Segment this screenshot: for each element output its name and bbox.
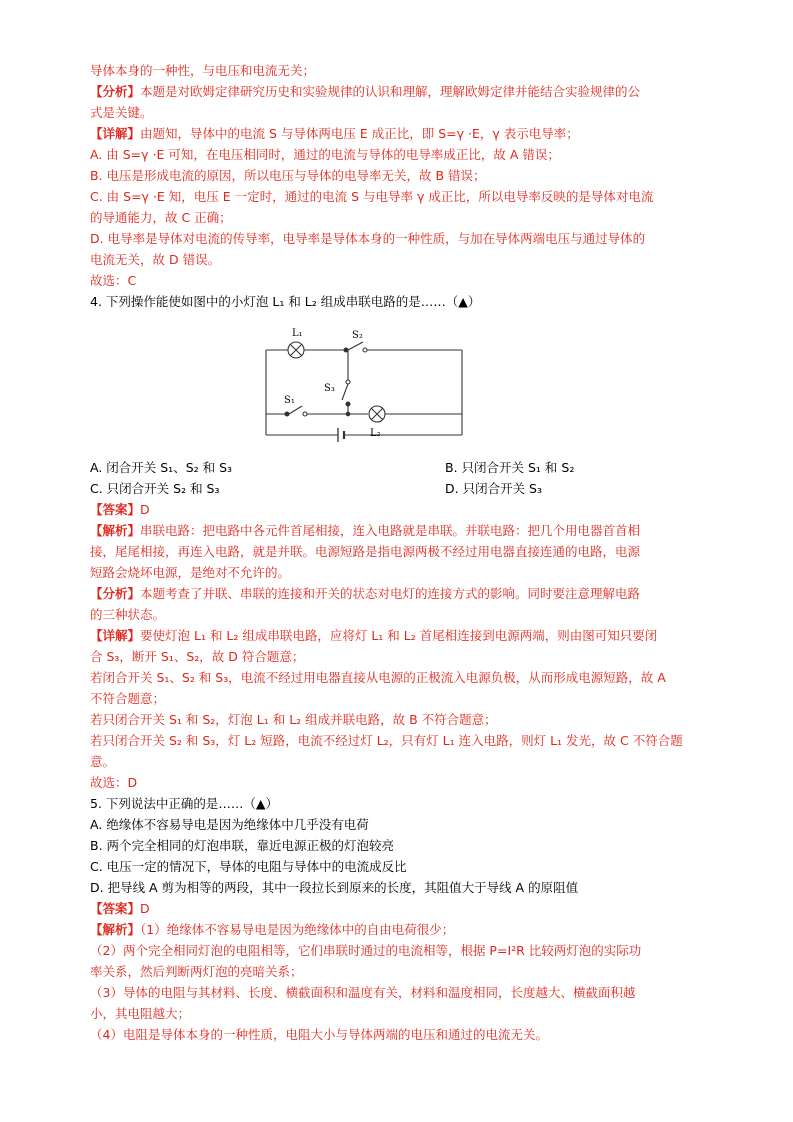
- prev-analysis-cont: 式是关键。: [90, 105, 153, 120]
- q4-option-a: A. 闭合开关 S₁、S₂ 和 S₃: [90, 460, 233, 475]
- q5-explanation-6: （4）电阻是导体本身的一种性质，电阻大小与导体两端的电压和通过的电流无关。: [90, 1027, 548, 1042]
- prev-detail-d-cont: 电流无关，故 D 错误。: [90, 252, 221, 267]
- q4-options: [90, 457, 710, 499]
- prev-tail: 导体本身的一种性，与电压和电流无关；: [90, 63, 316, 78]
- q4-detail-3: 若闭合开关 S₁、S₂ 和 S₃，电流不经过用电器直接从电源的正极流入电源负极，从而形成电源短路，故 A: [90, 670, 666, 685]
- prev-detail-a: A. 由 S=γ ·E 可知，在电压相同时，通过的电流与导体的电导率成正比，故 A 错误；: [90, 147, 560, 162]
- q4-explanation: 【解析】串联电路：把电路中各元件首尾相接，连入电路就是串联。并联电路：把几个用电器首首相: [90, 523, 641, 538]
- q5-explanation: 【解析】（1）绝缘体不容易导电是因为绝缘体中的自由电荷很少；: [90, 922, 455, 937]
- q5-option-d: D. 把导线 A 剪为相等的两段，其中一段拉长到原来的长度，其阻值大于导线 A 的原阻值: [90, 880, 579, 895]
- q4-option-c: C. 只闭合开关 S₂ 和 S₃: [90, 481, 220, 496]
- label-s1: S₁: [284, 395, 295, 406]
- detail-tag: 【详解】: [90, 126, 141, 141]
- q4-explanation-2: 接，尾尾相接，再连入电路，就是并联。电源短路是指电源两极不经过用电器直接连通的电路，电源: [90, 544, 641, 559]
- label-s2: S₂: [352, 330, 363, 341]
- q5-explanation-3: 率关系，然后判断两灯泡的亮暗关系；: [90, 964, 303, 979]
- q5-explanation-2: （2）两个完全相同灯泡的电阻相等，它们串联时通过的电流相等，根据 P=I²R 比较两灯泡的实际功: [90, 943, 642, 958]
- q5-explanation-4: （3）导体的电阻与其材料、长度、横截面积和温度有关，材料和温度相同，长度越大、横截面积越: [90, 985, 636, 1000]
- prev-detail-c-cont: 的导通能力，故 C 正确；: [90, 210, 232, 225]
- q5-answer: 【答案】D: [90, 901, 150, 916]
- q4-detail-4: 不符合题意；: [90, 691, 166, 706]
- switch-s3: [342, 384, 348, 400]
- q4-analysis-2: 的三种状态。: [90, 607, 166, 622]
- q4-detail: 【详解】要使灯泡 L₁ 和 L₂ 组成串联电路，应将灯 L₁ 和 L₂ 首尾相连接到电源两端，则由图可知只要闭: [90, 628, 658, 643]
- switch-s1: [289, 406, 302, 414]
- switch-s2: [348, 342, 363, 350]
- document-page: [90, 60, 710, 1045]
- q5-option-b: B. 两个完全相同的灯泡串联，靠近电源正极的灯泡较亮: [90, 838, 395, 853]
- label-s3: S₃: [324, 383, 335, 394]
- prev-detail-d: D. 电导率是导体对电流的传导率，电导率是导体本身的一种性质，与加在导体两端电压与通过导体的: [90, 231, 646, 246]
- q4-option-d: D. 只闭合开关 S₃: [445, 481, 542, 496]
- prev-detail-b: B. 电压是形成电流的原因，所以电压与导体的电导率无关，故 B 错误；: [90, 168, 486, 183]
- prev-analysis: 【分析】本题是对欧姆定律研究历史和实验规律的认识和理解，理解欧姆定律并能结合实验规律的公: [90, 84, 641, 99]
- q4-explanation-3: 短路会烧坏电源，是绝对不允许的。: [90, 565, 291, 580]
- circuit-diagram: [90, 312, 710, 457]
- analysis-tag: 【分析】: [90, 84, 141, 99]
- q5-option-c: C. 电压一定的情况下，导体的电阻与导体中的电流成反比: [90, 859, 407, 874]
- prev-detail-c: C. 由 S=γ ·E 知，电压 E 一定时，通过的电流 S 与电导率 γ 成正比，所以电导率反映的是导体对电流: [90, 189, 654, 204]
- q4-analysis: 【分析】本题考查了并联、串联的连接和开关的状态对电灯的连接方式的影响。同时要注意理解电路: [90, 586, 641, 601]
- prev-choice: 故选：C: [90, 273, 137, 288]
- q4-stem: 4. 下列操作能使如图中的小灯泡 L₁ 和 L₂ 组成串联电路的是……（▲）: [90, 294, 481, 309]
- q4-detail-6: 若只闭合开关 S₂ 和 S₃，灯 L₂ 短路，电流不经过灯 L₂，只有灯 L₁ 连入电路，则灯 L₁ 发光，故 C 不符合题: [90, 733, 683, 748]
- q4-choice: 故选：D: [90, 775, 138, 790]
- q5-stem: 5. 下列说法中正确的是……（▲）: [90, 796, 279, 811]
- label-l1: L₁: [292, 328, 303, 339]
- q4-detail-5: 若只闭合开关 S₁ 和 S₂，灯泡 L₁ 和 L₂ 组成并联电路，故 B 不符合题意；: [90, 712, 497, 727]
- prev-detail: 【详解】由题知，导体中的电流 S 与导体两电压 E 成正比，即 S=γ ·E，γ 表示电导率；: [90, 126, 579, 141]
- q5-option-a: A. 绝缘体不容易导电是因为绝缘体中几乎没有电荷: [90, 817, 369, 832]
- battery: [338, 428, 344, 442]
- circuit-svg: [258, 322, 528, 454]
- q4-detail-7: 意。: [90, 754, 116, 769]
- label-l2: L₂: [370, 428, 381, 439]
- q4-answer: 【答案】D: [90, 502, 150, 517]
- q4-option-b: B. 只闭合开关 S₁ 和 S₂: [445, 460, 575, 475]
- q5-explanation-5: 小，其电阻越大；: [90, 1006, 191, 1021]
- q4-detail-2: 合 S₃，断开 S₁、S₂，故 D 符合题意；: [90, 649, 305, 664]
